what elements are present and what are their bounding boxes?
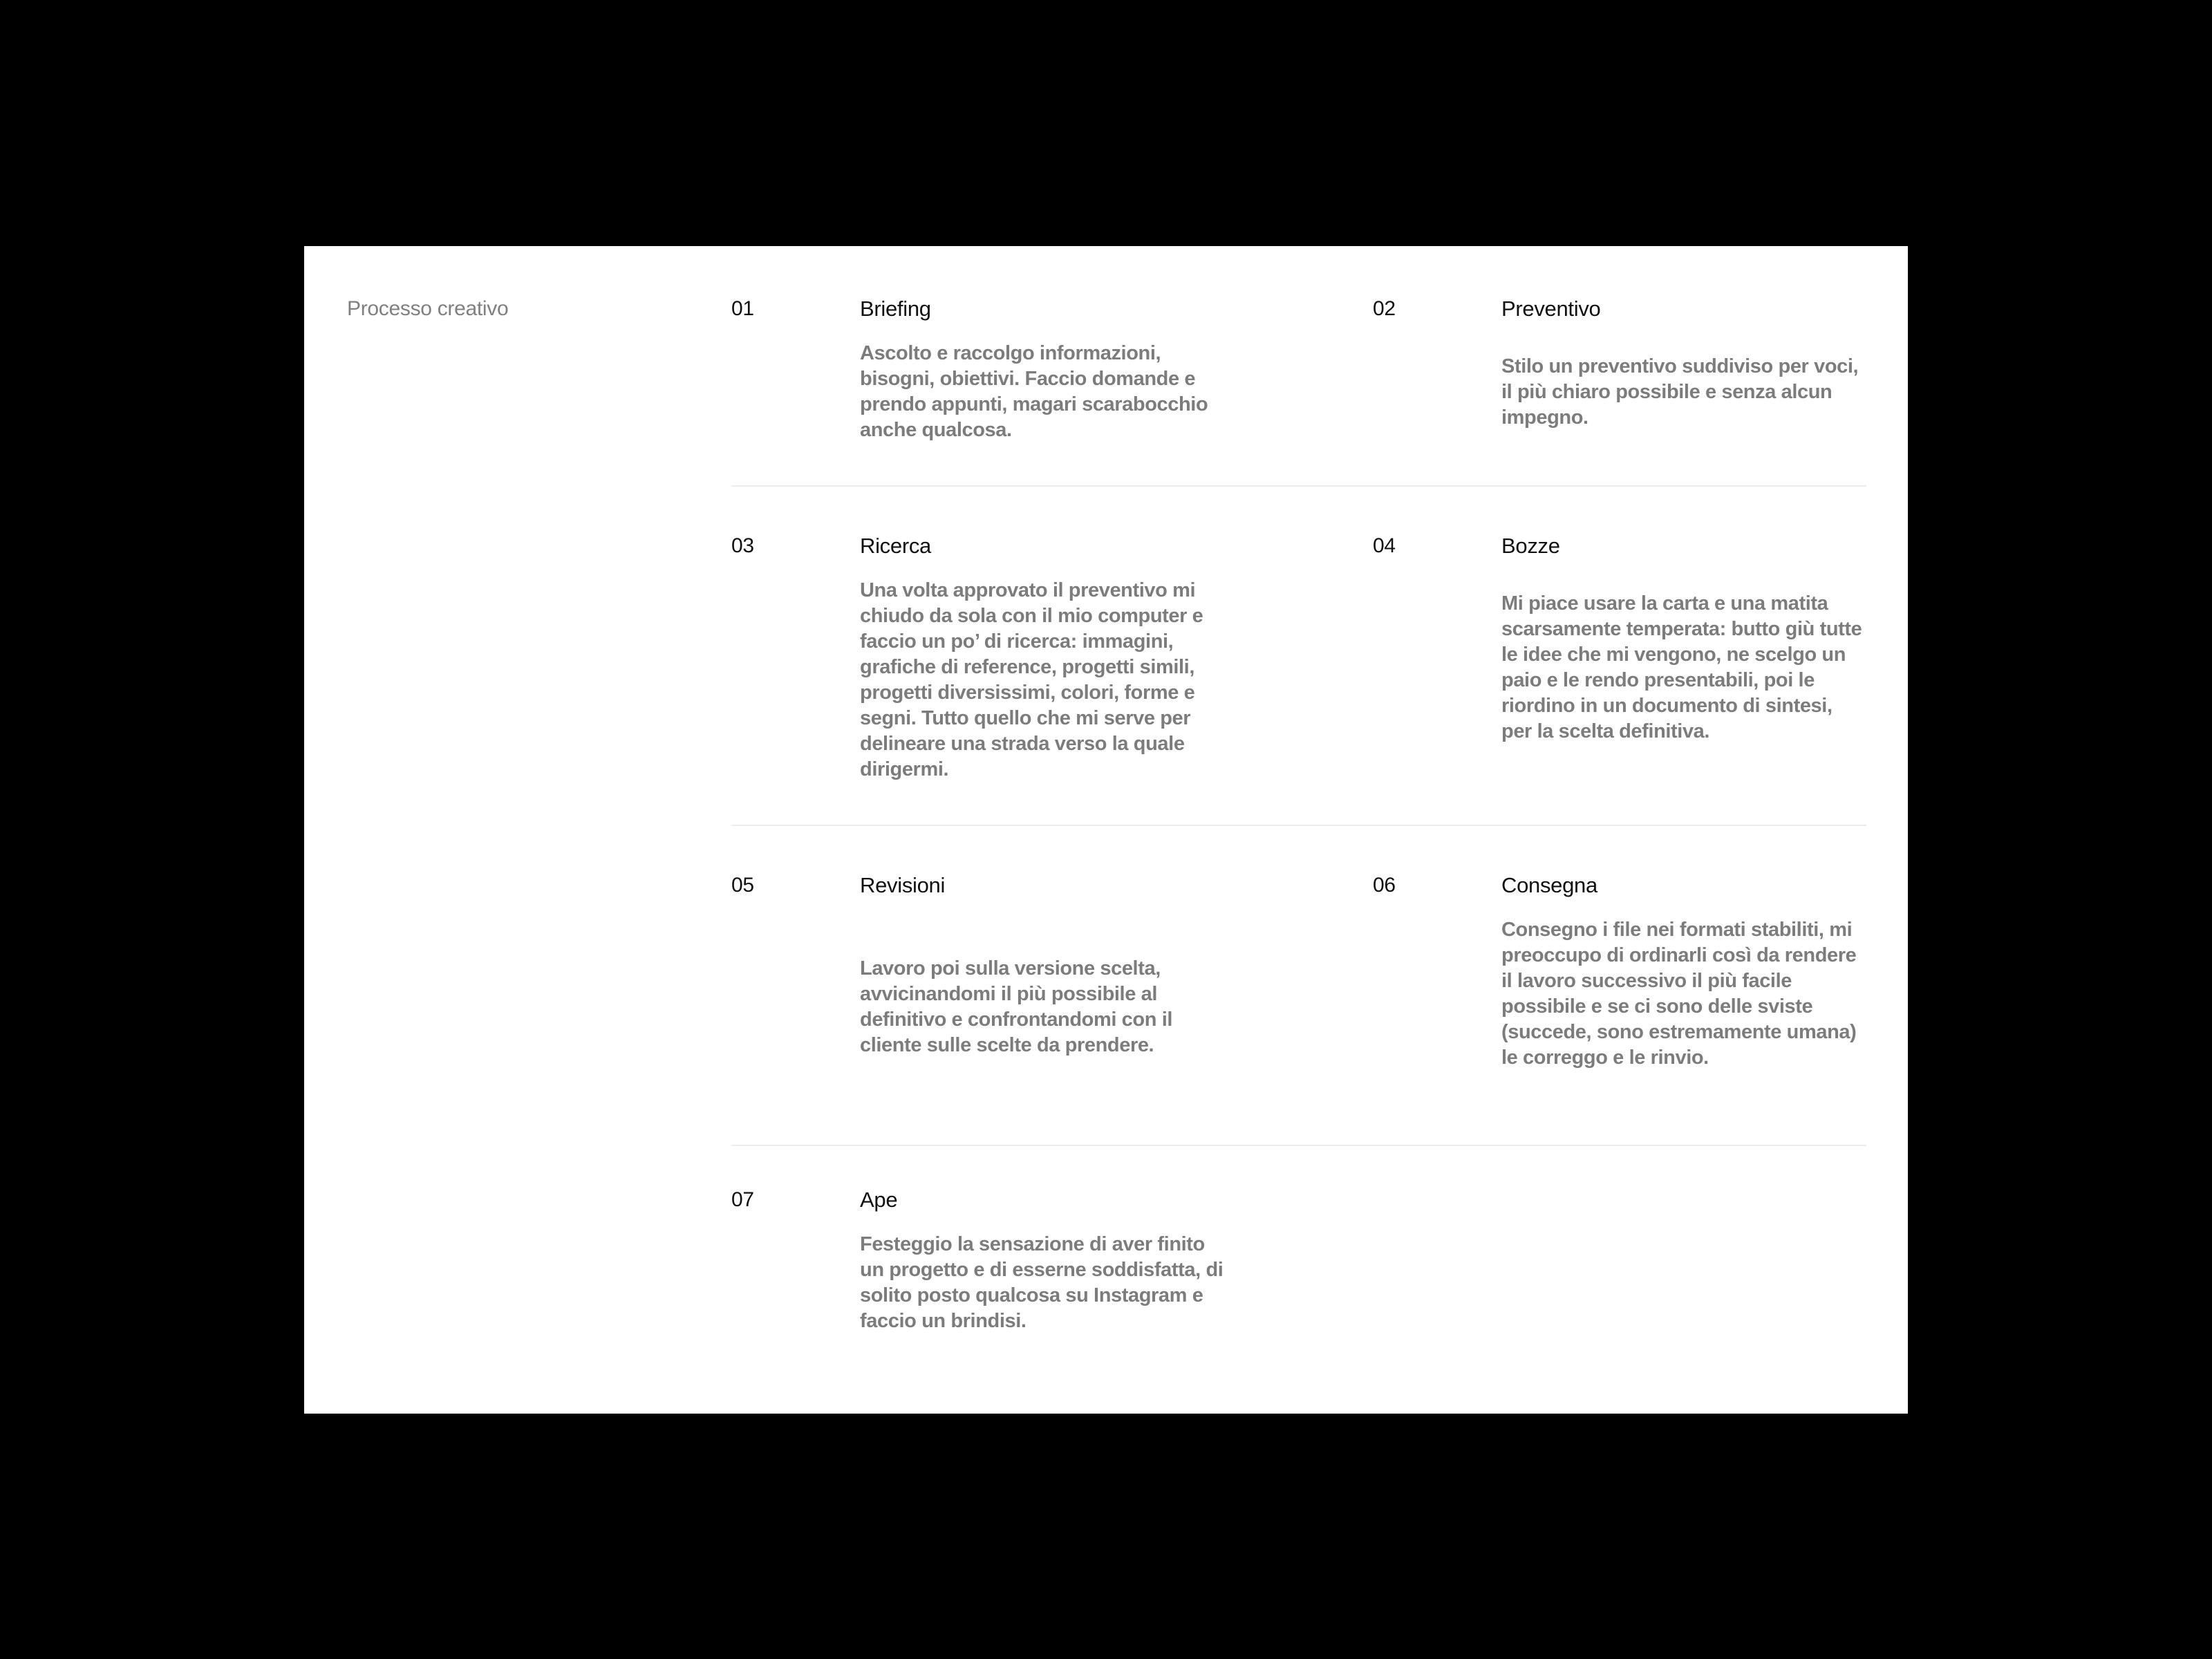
step-ricerca	[731, 532, 1284, 825]
step-description: Ascolto e raccolgo informazioni, bisogni, obiettivi. Faccio domande e prendo appunti, magari scarabocchio anche qualcosa.	[860, 342, 1208, 441]
step-number: 01	[731, 297, 754, 320]
step-bozze	[1373, 532, 1926, 825]
step-number: 05	[731, 874, 754, 897]
step-number: 07	[731, 1188, 754, 1211]
step-description: Una volta approvato il preventivo mi chiudo da sola con il mio computer e faccio un po’ di ricerca: immagini, grafiche di reference, progetti simili, progetti diversissimi, colori, forme e segni. Tutto quello che mi serve per delineare una strada verso la quale dirigermi.	[860, 579, 1203, 780]
step-ape	[731, 1185, 1284, 1365]
step-title: Bozze	[1501, 534, 1560, 558]
step-title: Consegna	[1501, 873, 1597, 897]
step-description: Consegno i file nei formati stabiliti, mi preoccupo di ordinarli così da rendere il lavoro successivo il più facile possibile e se ci sono delle sviste (succede, sono estremamente umana) le correggo e le rinvio.	[1501, 919, 1857, 1069]
steps-row-1	[731, 294, 1866, 487]
step-number: 03	[731, 534, 754, 557]
step-title: Ricerca	[860, 534, 931, 558]
step-title: Briefing	[860, 297, 931, 321]
steps-row-3	[731, 871, 1866, 1146]
step-preventivo	[1373, 294, 1926, 485]
step-number: 02	[1373, 297, 1396, 320]
step-description: Mi piace usare la carta e una matita scarsamente temperata: butto giù tutte le idee che mi vengono, ne scelgo un paio e le rendo presentabili, poi le riordino in un documento di sintesi, per la scelta definitiva.	[1501, 592, 1862, 742]
content-sheet	[304, 246, 1908, 1414]
steps-row-4	[731, 1185, 1866, 1365]
section-label: Processo creativo	[347, 297, 509, 320]
step-description: Lavoro poi sulla versione scelta, avvicinandomi il più possibile al definitivo e confrontandomi con il cliente sulle scelte da prendere.	[860, 957, 1173, 1056]
step-consegna	[1373, 871, 1926, 1145]
step-number: 04	[1373, 534, 1396, 557]
step-briefing	[731, 294, 1284, 485]
step-title: Ape	[860, 1188, 898, 1212]
step-description: Stilo un preventivo suddiviso per voci, il più chiaro possibile e senza alcun impegno.	[1501, 355, 1859, 429]
step-title: Preventivo	[1501, 297, 1601, 321]
steps-row-2	[731, 532, 1866, 826]
step-revisioni	[731, 871, 1284, 1145]
step-title: Revisioni	[860, 873, 946, 897]
step-description: Festeggio la sensazione di aver finito un progetto e di esserne soddisfatta, di solito posto qualcosa su Instagram e faccio un brindisi.	[860, 1233, 1224, 1332]
step-number: 06	[1373, 874, 1396, 897]
